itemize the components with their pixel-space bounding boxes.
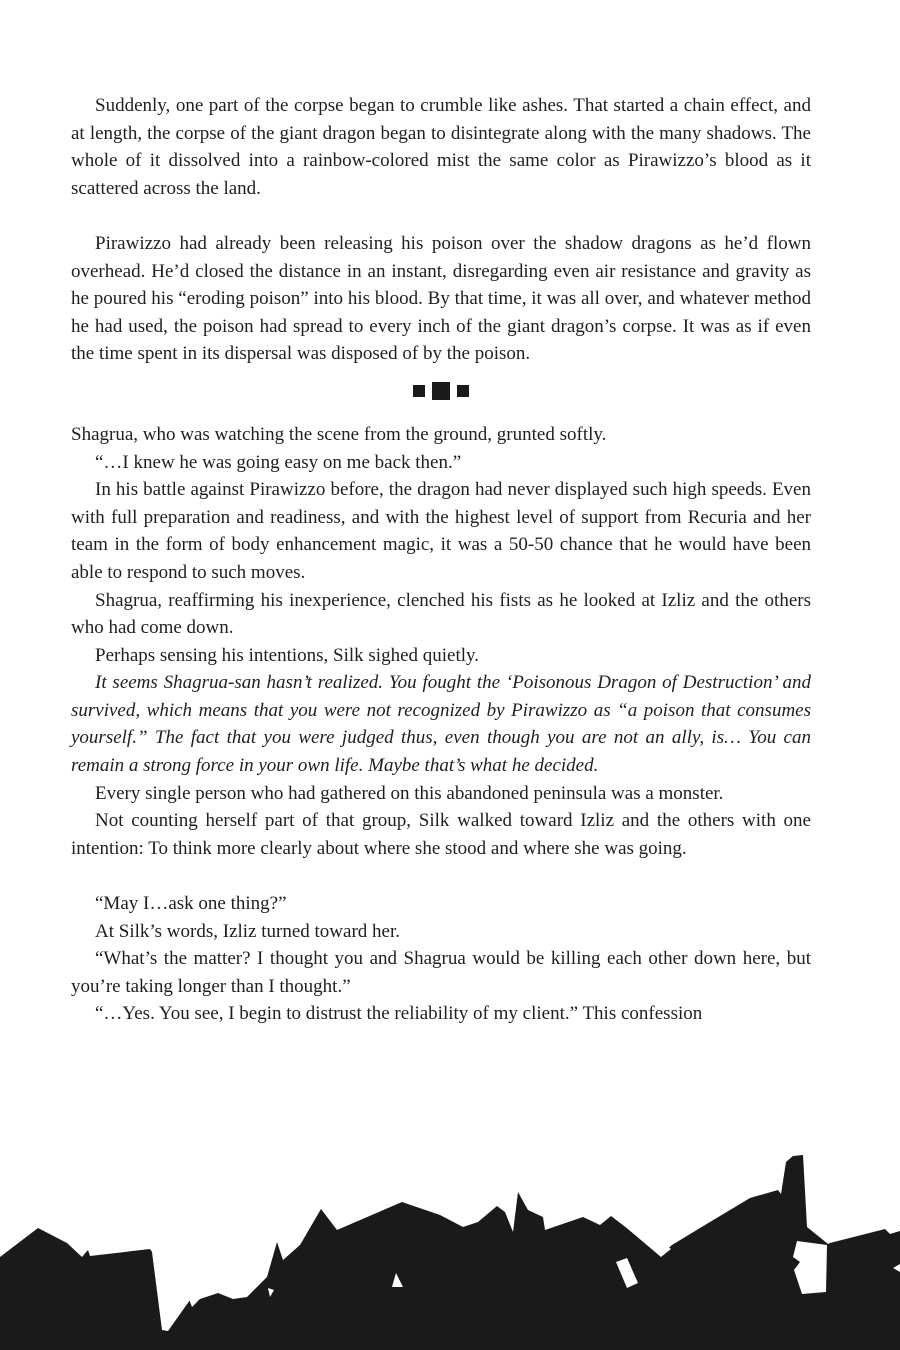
section-divider [71,382,811,400]
rubble-main-shape [0,1155,900,1350]
divider-square-icon [432,382,450,400]
paragraph-inner-monologue: It seems Shagrua-san hasn’t realized. You fought the ‘Poisonous Dragon of Destruction’ and survived, which means that you were not recognized by Pirawizzo as “a poison that consumes yourself.” The fact that you were judged thus, even though you are not an ally, is… You can remain a strong force in your own life. Maybe that’s what he decided. [71,672,811,777]
paragraph: “What’s the matter? I thought you and Shagrua would be killing each other down here, but you’re taking longer than I thought.” [71,948,811,997]
paragraph: Suddenly, one part of the corpse began to crumble like ashes. That started a chain effect, and at length, the corpse of the giant dragon began to disintegrate along with the many shadows. The whole of it dissolved into a rainbow-colored mist the same color as Pirawizzo’s blood as it scattered across the land. [71,95,811,199]
torn-rubble-silhouette [0,1150,900,1350]
paragraph: At Silk’s words, Izliz turned toward her. [95,920,401,942]
paragraph: “…Yes. You see, I begin to distrust the reliability of my client.” This confession [95,1003,703,1025]
paragraph: “May I…ask one thing?” [95,893,287,915]
paragraph: Not counting herself part of that group, Silk walked toward Izliz and the others with one intention: To think more clearly about where she stood and where she was going. [71,810,811,859]
divider-square-icon [457,385,469,397]
page-text [71,92,811,1028]
paragraph: Perhaps sensing his intentions, Silk sighed quietly. [95,644,480,666]
paragraph: Pirawizzo had already been releasing his poison over the shadow dragons as he’d flown overhead. He’d closed the distance in an instant, disregarding even air resistance and gravity as he poured his “eroding poison” into his blood. By that time, it was all over, and whatever method he had used, the poison had spread to every inch of the giant dragon’s corpse. It was as if even the time spent in its dispersal was disposed of by the poison. [71,232,811,365]
paragraph: Shagrua, who was watching the scene from the ground, grunted softly. [71,423,607,445]
paragraph: “…I knew he was going easy on me back then.” [95,451,462,473]
divider-square-icon [413,385,425,397]
paragraph: Shagrua, reaffirming his inexperience, clenched his fists as he looked at Izliz and the others who had come down. [71,589,811,639]
paragraph: In his battle against Pirawizzo before, the dragon had never displayed such high speeds. Even with full preparation and readiness, and with the highest level of support from Recuria and her team in the form of body enhancement magic, it was a 50-50 chance that he would have been able to respond to such moves. [71,479,811,583]
paragraph: Every single person who had gathered on this abandoned peninsula was a monster. [95,782,724,804]
